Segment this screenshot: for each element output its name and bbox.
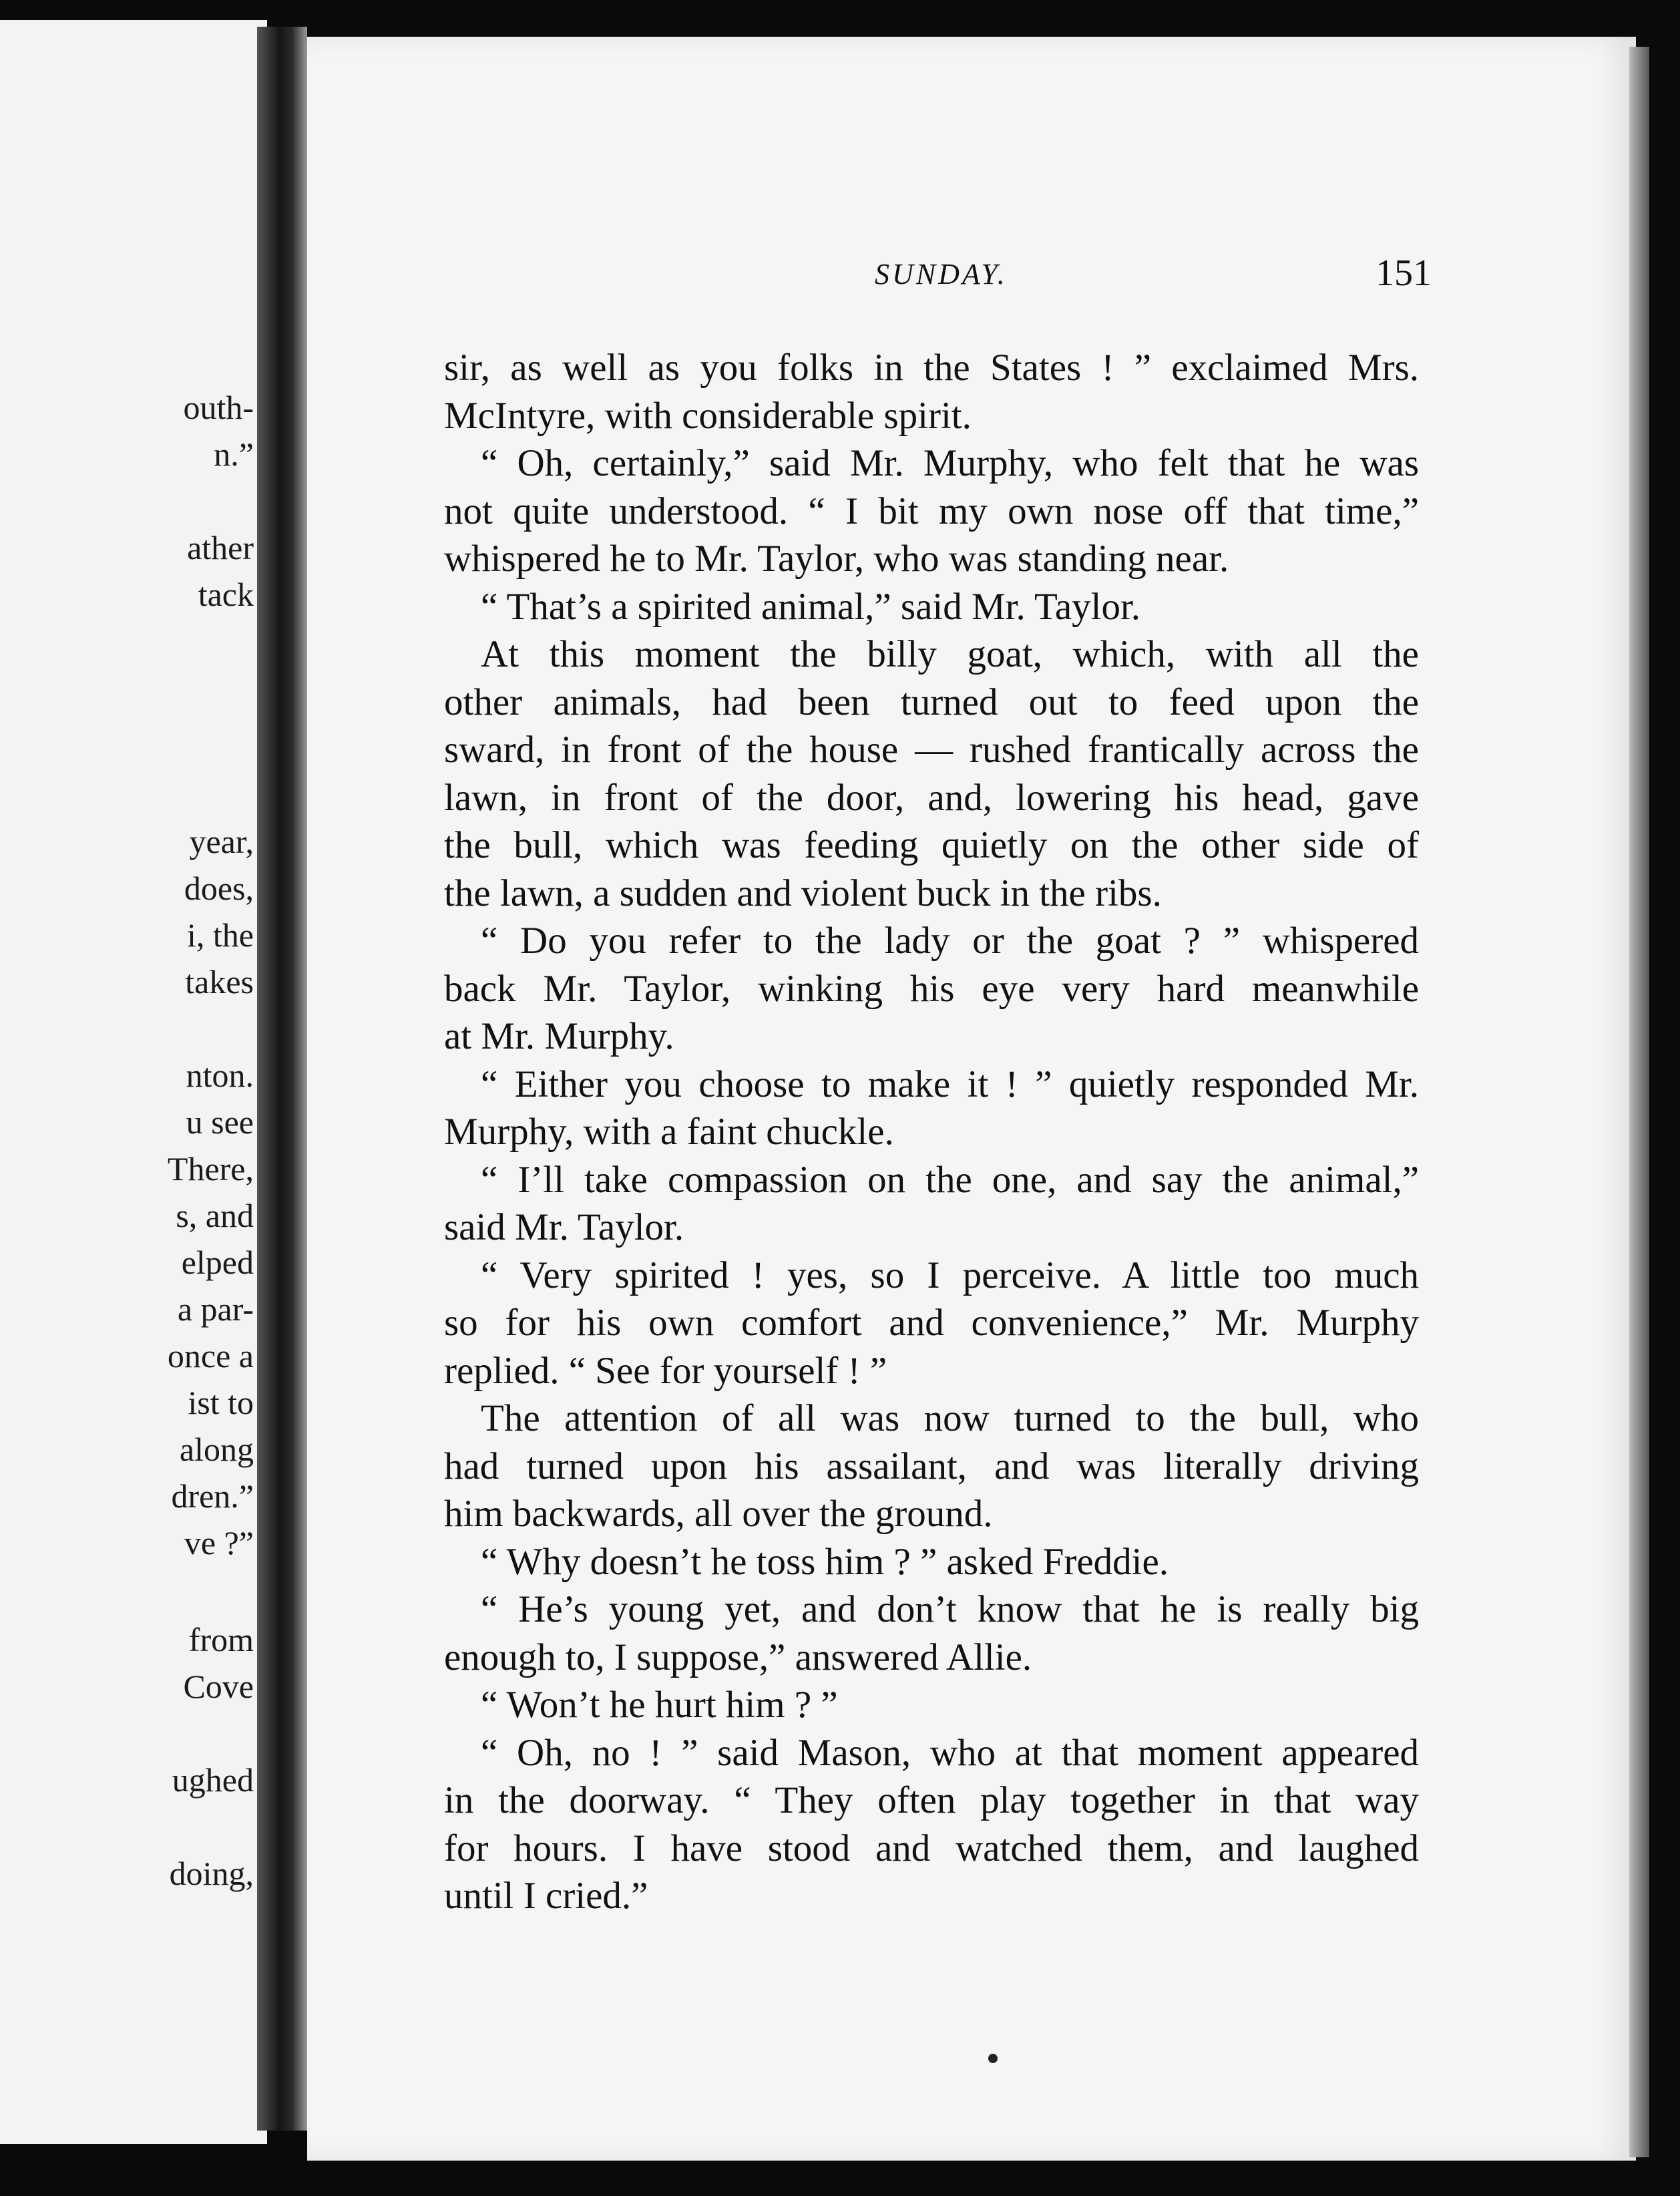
- left-fragment: ughed: [172, 1761, 254, 1799]
- left-fragment: year,: [189, 823, 254, 860]
- left-fragment: i, the: [187, 916, 254, 954]
- text-line: McIntyre, with considerable spirit.: [444, 394, 972, 437]
- text-line: back Mr. Taylor, winking his eye very hard meanwhile: [444, 967, 1419, 1010]
- left-fragment: tack: [198, 576, 254, 613]
- left-fragment: n.”: [214, 435, 254, 473]
- text-line: “ Why doesn’t he toss him ? ” asked Freddie.: [481, 1540, 1169, 1583]
- text-line: the lawn, a sudden and violent buck in the ribs.: [444, 872, 1162, 914]
- text-line: “ Do you refer to the lady or the goat ? ” whispered: [481, 920, 1419, 962]
- text-line: lawn, in front of the door, and, lowering his head, gave: [444, 776, 1419, 819]
- text-line: The attention of all was now turned to the bull, who: [481, 1397, 1419, 1439]
- left-fragment: ather: [187, 529, 254, 566]
- text-line: sir, as well as you folks in the States ! ” exclaimed Mrs.: [444, 347, 1419, 389]
- text-line: “ Won’t he hurt him ? ”: [481, 1684, 838, 1726]
- text-line: at Mr. Murphy.: [444, 1015, 674, 1057]
- left-fragment: There,: [167, 1150, 254, 1187]
- left-fragment: ist to: [188, 1384, 254, 1421]
- page-number: 151: [1376, 252, 1432, 294]
- text-line: had turned upon his assailant, and was literally driving: [444, 1445, 1419, 1487]
- text-line: Murphy, with a faint chuckle.: [444, 1111, 894, 1153]
- left-fragment: Cove: [183, 1668, 254, 1705]
- text-line: until I cried.”: [444, 1875, 648, 1917]
- text-line: replied. “ See for yourself ! ”: [444, 1349, 887, 1392]
- text-line: enough to, I suppose,” answered Allie.: [444, 1636, 1032, 1678]
- left-fragment: nton.: [186, 1057, 254, 1094]
- text-line: sward, in front of the house — rushed frantically across the: [444, 729, 1419, 771]
- left-fragment: s, and: [176, 1197, 254, 1234]
- left-fragment: dren.”: [171, 1477, 254, 1515]
- page-edge-shadow: [1629, 47, 1649, 2157]
- right-page: [307, 37, 1636, 2161]
- text-line: “ That’s a spirited animal,” said Mr. Taylor.: [481, 585, 1141, 628]
- text-line: “ Oh, no ! ” said Mason, who at that moment appeared: [481, 1731, 1419, 1774]
- text-line: “ He’s young yet, and don’t know that he is really big: [481, 1588, 1419, 1630]
- left-fragment: does,: [184, 870, 254, 907]
- left-fragment: takes: [185, 963, 254, 1000]
- left-fragment: a par-: [177, 1290, 254, 1328]
- left-page: [0, 20, 267, 2144]
- left-fragment: doing,: [169, 1855, 254, 1892]
- running-head: SUNDAY.: [875, 258, 1008, 291]
- ink-speck: [988, 2054, 998, 2063]
- text-line: At this moment the billy goat, which, with all the: [481, 633, 1419, 675]
- text-line: him backwards, all over the ground.: [444, 1493, 993, 1535]
- body-text: [444, 344, 1419, 1920]
- text-line: in the doorway. “ They often play together in that way: [444, 1779, 1419, 1821]
- text-line: “ Oh, certainly,” said Mr. Murphy, who felt that he was: [481, 442, 1419, 484]
- text-line: so for his own comfort and convenience,” Mr. Murphy: [444, 1302, 1419, 1344]
- text-line: whispered he to Mr. Taylor, who was standing near.: [444, 538, 1229, 580]
- text-line: said Mr. Taylor.: [444, 1206, 684, 1248]
- text-line: the bull, which was feeding quietly on the other side of: [444, 824, 1419, 866]
- left-fragment: u see: [186, 1103, 254, 1141]
- left-fragment: outh-: [183, 389, 254, 426]
- text-line: for hours. I have stood and watched them, and laughed: [444, 1827, 1419, 1869]
- text-line: “ I’ll take compassion on the one, and say the animal,”: [481, 1158, 1419, 1201]
- left-fragment: elped: [181, 1244, 254, 1281]
- text-line: “ Either you choose to make it ! ” quietly responded Mr.: [481, 1063, 1419, 1105]
- left-fragment: ve ?”: [184, 1524, 254, 1562]
- left-fragment: along: [179, 1431, 254, 1468]
- text-line: other animals, had been turned out to feed upon the: [444, 681, 1419, 723]
- book-gutter: [257, 27, 307, 2131]
- text-line: “ Very spirited ! yes, so I perceive. A little too much: [481, 1254, 1419, 1296]
- left-fragment: once a: [167, 1337, 254, 1375]
- text-line: not quite understood. “ I bit my own nose off that time,”: [444, 490, 1419, 532]
- left-fragment: from: [188, 1621, 254, 1658]
